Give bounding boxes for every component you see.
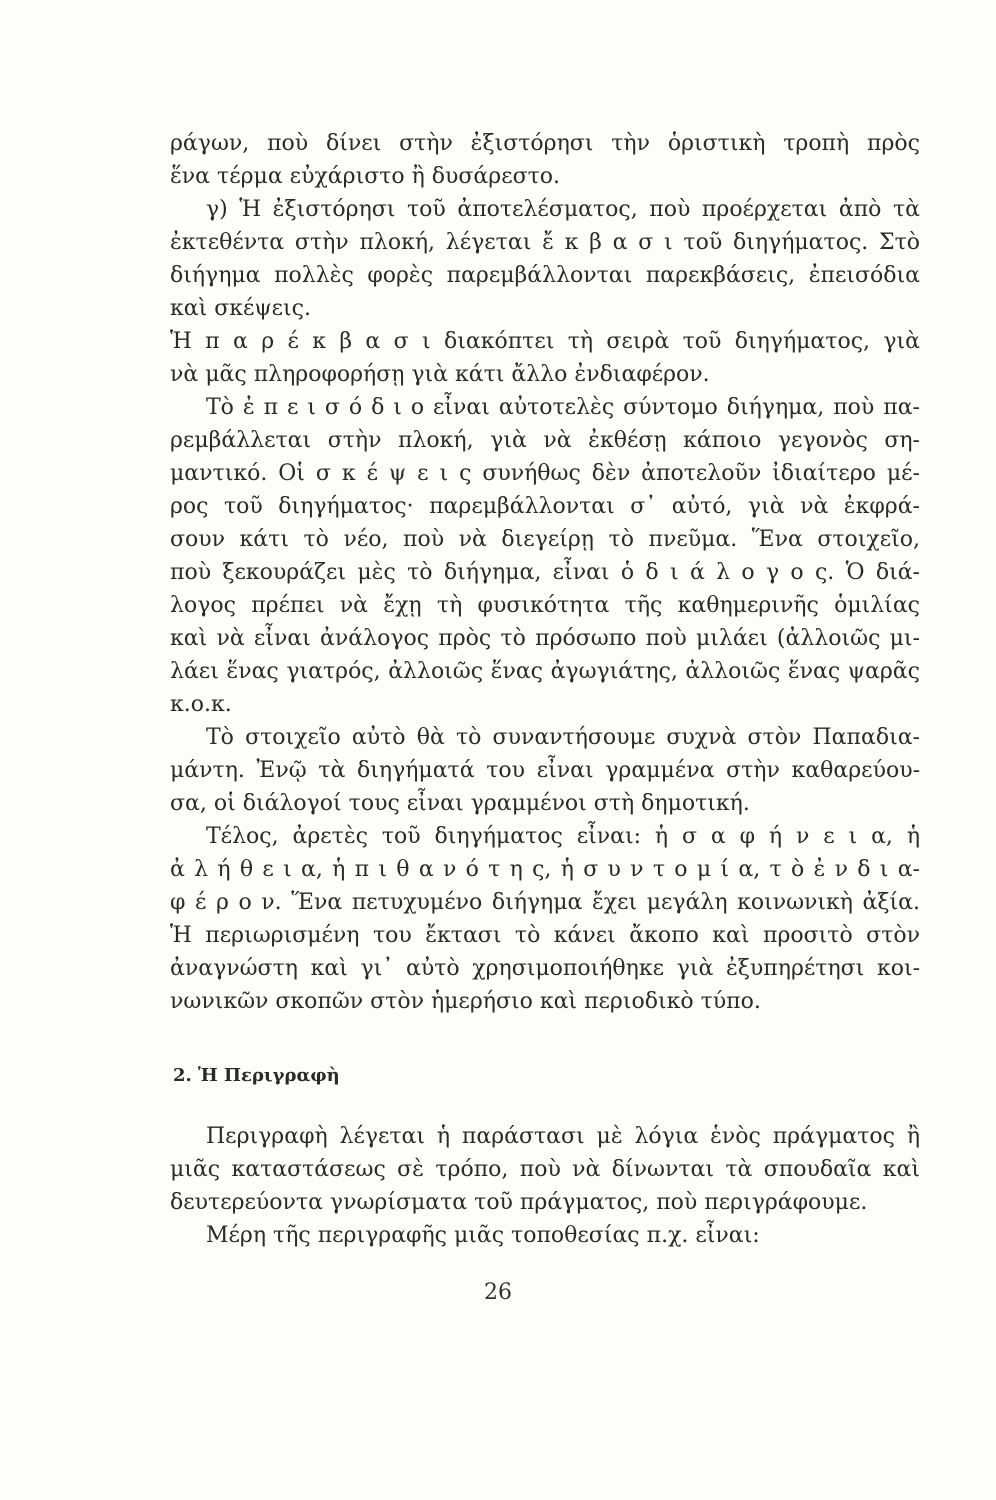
text-line: δευτερεύοντα γνωρίσματα τοῦ πράγματος, ποὺ περιγράφουμε. bbox=[170, 1190, 868, 1215]
text-line: Τὸ στοιχεῖο αὐτὸ θὰ τὸ συναντήσουμε συχνὰ στὸν Παπαδια- bbox=[206, 725, 920, 750]
text-line: νὰ μᾶς πληροφορήσῃ γιὰ κάτι ἄλλο ἐνδιαφέρον. bbox=[170, 362, 710, 387]
text-line: νωνικῶν σκοπῶν στὸν ἡμερήσιο καὶ περιοδικὸ τύπο. bbox=[170, 989, 761, 1014]
section-heading: 2. Ἡ Περιγραφὴ bbox=[173, 1065, 340, 1086]
text-line: σα, οἱ διάλογοί τους εἶναι γραμμένοι στὴ δημοτική. bbox=[170, 791, 750, 816]
text-line: καὶ σκέψεις. bbox=[170, 296, 311, 321]
text-line: ρος τοῦ διηγήματος· παρεμβάλλονται σ᾿ αὐτό, γιὰ νὰ ἐκφρά- bbox=[170, 494, 920, 519]
text-line: διήγημα πολλὲς φορὲς παρεμβάλλονται παρεκβάσεις, ἐπεισόδια bbox=[170, 263, 920, 288]
text-line: Μέρη τῆς περιγραφῆς μιᾶς τοποθεσίας π.χ. εἶναι: bbox=[206, 1223, 760, 1248]
text-line: μαντικό. Οἱ σ κ έ ψ ε ι ς συνήθως δὲν ἀποτελοῦν ἰδιαίτερο μέ- bbox=[170, 461, 920, 486]
text-line: καὶ νὰ εἶναι ἀνάλογος πρὸς τὸ πρόσωπο ποὺ μιλάει (ἀλλοιῶς μι- bbox=[170, 626, 920, 651]
body-text-block-2 bbox=[170, 1120, 920, 1252]
text-line: μάντη. Ἐνῷ τὰ διηγήματά του εἶναι γραμμένα στὴν καθαρεύου- bbox=[170, 758, 920, 783]
text-line: ρεμβάλλεται στὴν πλοκή, γιὰ νὰ ἐκθέσῃ κάποιο γεγονὸς ση- bbox=[170, 428, 920, 453]
text-line: Τὸ ἐ π ε ι σ ό δ ι ο εἶναι αὐτοτελὲς σύντομο διήγημα, ποὺ πα- bbox=[206, 395, 920, 420]
text-line: κ.ο.κ. bbox=[170, 692, 232, 717]
text-line: ἀναγνώστη καὶ γι᾿ αὐτὸ χρησιμοποιήθηκε γιὰ ἐξυπηρέτησι κοι- bbox=[170, 956, 920, 981]
text-line: ἐκτεθέντα στὴν πλοκή, λέγεται ἔ κ β α σ ι τοῦ διηγήματος. Στὸ bbox=[170, 230, 920, 255]
text-line: ἕνα τέρμα εὐχάριστο ἢ δυσάρεστο. bbox=[170, 164, 561, 189]
text-line: ἀ λ ή θ ε ι α, ἡ π ι θ α ν ό τ η ς, ἡ σ υ ν τ ο μ ί α, τ ὸ ἐ ν δ ι α- bbox=[170, 857, 920, 882]
text-line: ράγων, ποὺ δίνει στὴν ἐξιστόρησι τὴν ὁριστικὴ τροπὴ πρὸς bbox=[170, 131, 920, 156]
text-line: σουν κάτι τὸ νέο, ποὺ νὰ διεγείρῃ τὸ πνεῦμα. Ἕνα στοιχεῖο, bbox=[170, 527, 920, 552]
text-line: ποὺ ξεκουράζει μὲς τὸ διήγημα, εἶναι ὁ δ ι ά λ ο γ ο ς. Ὁ διά- bbox=[170, 560, 920, 585]
text-line: γ) Ἡ ἐξιστόρησι τοῦ ἀποτελέσματος, ποὺ προέρχεται ἀπὸ τὰ bbox=[206, 197, 920, 222]
body-text-block-1 bbox=[170, 127, 920, 1018]
text-line: φ έ ρ ο ν. Ἕνα πετυχυμένο διήγημα ἔχει μεγάλη κοινωνικὴ ἀξία. bbox=[170, 890, 920, 915]
text-line: λάει ἕνας γιατρός, ἀλλοιῶς ἕνας ἀγωγιάτης, ἀλλοιῶς ἕνας ψαρᾶς bbox=[170, 659, 920, 684]
text-line: Ἡ π α ρ έ κ β α σ ι διακόπτει τὴ σειρὰ τοῦ διηγήματος, γιὰ bbox=[170, 329, 920, 354]
text-line: μιᾶς καταστάσεως σὲ τρόπο, ποὺ νὰ δίνωνται τὰ σπουδαῖα καὶ bbox=[170, 1157, 920, 1182]
text-line: Περιγραφὴ λέγεται ἡ παράστασι μὲ λόγια ἑνὸς πράγματος ἢ bbox=[206, 1124, 920, 1149]
text-line: Ἡ περιωρισμένη του ἔκτασι τὸ κάνει ἄκοπο καὶ προσιτὸ στὸν bbox=[170, 923, 920, 948]
page-number: 26 bbox=[484, 1280, 512, 1305]
text-line: Τέλος, ἀρετὲς τοῦ διηγήματος εἶναι: ἡ σ α φ ή ν ε ι α, ἡ bbox=[206, 824, 920, 849]
text-line: λογος πρέπει νὰ ἔχῃ τὴ φυσικότητα τῆς καθημερινῆς ὁμιλίας bbox=[170, 593, 920, 618]
